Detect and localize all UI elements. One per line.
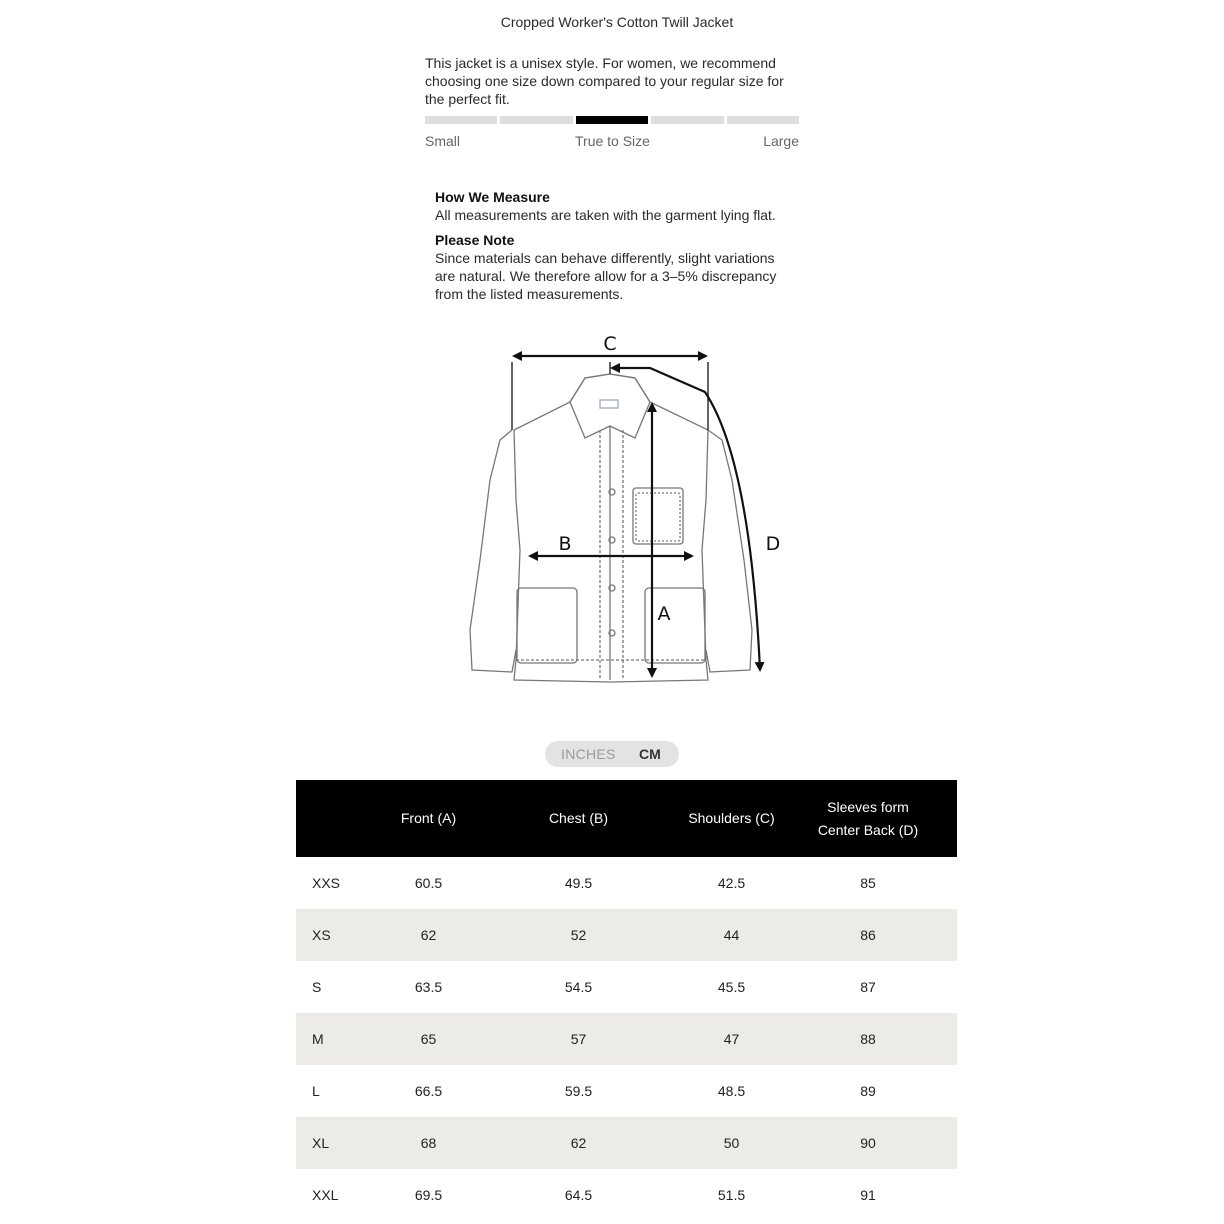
label-a: A <box>657 603 671 625</box>
please-note-text: Since materials can behave differently, slight variations are natural. We therefore allow for a 3–5% discrepancy from the listed measurements. <box>435 250 777 302</box>
header-sleeves <box>779 780 957 857</box>
size-cell: XL <box>312 1135 330 1151</box>
front-cell: 69.5 <box>414 1187 443 1203</box>
jacket-measurement-diagram <box>460 330 790 690</box>
size-cell: XXL <box>312 1187 339 1203</box>
unit-toggle[interactable] <box>545 741 679 767</box>
label-b: B <box>558 533 572 555</box>
fit-segment-4 <box>651 116 723 124</box>
table-row <box>296 1013 957 1065</box>
fit-description: This jacket is a unisex style. For women, we recommend choosing one size down compared to your regular size for the perfect fit. <box>425 55 784 107</box>
table-row <box>296 1117 957 1169</box>
header-shoulders: Shoulders (C) <box>688 810 775 826</box>
chest-cell: 52 <box>570 927 587 943</box>
shoulders-cell: 45.5 <box>717 979 746 995</box>
fit-label-large: Large <box>763 133 799 149</box>
unit-cm-option[interactable]: CM <box>639 746 661 762</box>
sleeves-cell: 89 <box>860 1083 876 1099</box>
jacket-illustration <box>460 330 790 690</box>
fit-scale <box>425 116 799 124</box>
how-we-measure-text: All measurements are taken with the garment lying flat. <box>435 207 776 223</box>
sleeves-cell: 86 <box>860 927 876 943</box>
fit-segment-2 <box>500 116 572 124</box>
fit-segment-1 <box>425 116 497 124</box>
shoulders-cell: 44 <box>723 927 740 943</box>
sleeves-cell: 91 <box>860 1187 876 1203</box>
front-cell: 65 <box>420 1031 437 1047</box>
chest-cell: 62 <box>570 1135 587 1151</box>
table-row <box>296 909 957 961</box>
shoulders-cell: 51.5 <box>717 1187 746 1203</box>
table-row <box>296 961 957 1013</box>
size-cell: L <box>312 1083 320 1099</box>
table-row <box>296 1065 957 1117</box>
front-cell: 68 <box>420 1135 437 1151</box>
header-sleeves-line2: Center Back (D) <box>817 821 919 838</box>
measurement-notes <box>435 188 795 310</box>
chest-cell: 59.5 <box>564 1083 593 1099</box>
size-cell: S <box>312 979 322 995</box>
shoulders-cell: 47 <box>723 1031 740 1047</box>
fit-segment-3-active <box>576 116 648 124</box>
unit-inches-option[interactable]: INCHES <box>561 746 616 762</box>
front-cell: 63.5 <box>414 979 443 995</box>
header-size <box>296 780 384 857</box>
shoulders-cell: 50 <box>723 1135 740 1151</box>
front-cell: 60.5 <box>414 875 443 891</box>
header-chest: Chest (B) <box>548 810 609 826</box>
shoulders-cell: 42.5 <box>717 875 746 891</box>
header-sleeves-line1: Sleeves form <box>827 798 909 815</box>
table-row <box>296 857 957 909</box>
sleeves-cell: 88 <box>860 1031 876 1047</box>
front-cell: 66.5 <box>414 1083 443 1099</box>
fit-label-true-to-size: True to Size <box>575 133 650 149</box>
table-row <box>296 1169 957 1221</box>
header-front: Front (A) <box>400 810 457 826</box>
sleeves-cell: 90 <box>860 1135 876 1151</box>
size-cell: XXS <box>312 875 341 891</box>
please-note-heading: Please Note <box>435 232 515 248</box>
label-c: C <box>603 333 617 355</box>
table-header-row <box>296 780 957 857</box>
sleeves-cell: 85 <box>860 875 876 891</box>
shoulders-cell: 48.5 <box>717 1083 746 1099</box>
chest-cell: 49.5 <box>564 875 593 891</box>
chest-cell: 64.5 <box>564 1187 593 1203</box>
size-chart-table <box>296 780 957 1221</box>
sleeves-cell: 87 <box>860 979 876 995</box>
size-cell: XS <box>312 927 331 943</box>
chest-cell: 54.5 <box>564 979 593 995</box>
size-cell: M <box>312 1031 324 1047</box>
product-title: Cropped Worker's Cotton Twill Jacket <box>500 14 734 30</box>
fit-label-small: Small <box>425 133 461 149</box>
label-d: D <box>765 533 781 555</box>
chest-cell: 57 <box>570 1031 587 1047</box>
front-cell: 62 <box>420 927 437 943</box>
how-we-measure-heading: How We Measure <box>435 189 550 205</box>
fit-segment-5 <box>727 116 799 124</box>
